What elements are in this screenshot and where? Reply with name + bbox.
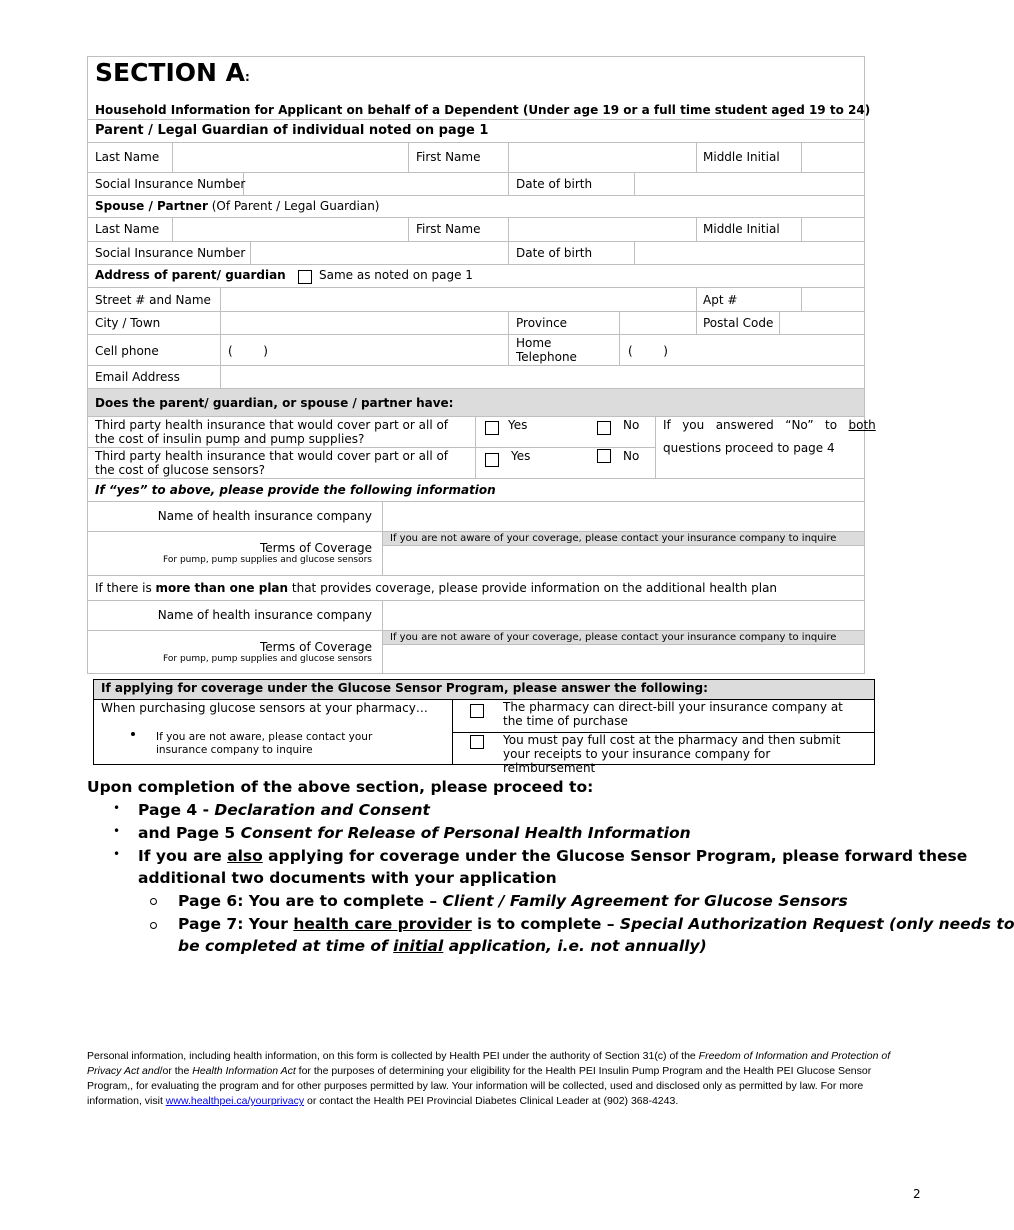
cell-label: Cell phone (95, 344, 159, 358)
section-title-colon: : (245, 70, 250, 84)
insurance-company-label: Name of health insurance company (157, 509, 372, 523)
province-input[interactable] (620, 312, 696, 334)
home-telephone-input[interactable]: ( ) (628, 344, 668, 358)
same-as-page1-label: Same as noted on page 1 (319, 268, 473, 282)
dob-label: Date of birth (516, 177, 593, 191)
last-name-label: Last Name (95, 222, 160, 236)
first-name-label: First Name (416, 150, 481, 164)
completion-s2-l2-a: be completed at time of (178, 937, 394, 955)
if-yes-heading: If “yes” to above, please provide the following information (95, 483, 496, 497)
q2-no-checkbox[interactable] (597, 449, 611, 463)
sub-bullet-ring (150, 922, 157, 929)
middle-initial-label: Middle Initial (703, 150, 780, 164)
completion-b3-also: also (227, 847, 263, 865)
completion-subitem-page6 (178, 890, 848, 913)
q1-no-checkbox[interactable] (597, 421, 611, 435)
section-subtitle: Household Information for Applicant on behalf of a Dependent (Under age 19 or a full time student aged 19 to 24) (95, 103, 871, 117)
privacy-footer (87, 1049, 899, 1109)
privacy-link[interactable]: www.healthpei.ca/yourprivacy (165, 1095, 305, 1107)
insurance-company-label: Name of health insurance company (157, 608, 372, 622)
email-input[interactable] (221, 366, 864, 388)
q1-no-label: No (623, 418, 640, 432)
insurance-company-2-input[interactable] (383, 601, 864, 630)
completion-b2-italic: Consent for Release of Personal Health Information (240, 824, 691, 842)
more-plan-pre: If there is (95, 581, 156, 595)
street-label: Street # and Name (95, 293, 211, 307)
sub-bullet-ring (150, 898, 157, 905)
direct-bill-label: The pharmacy can direct-bill your insurance company at the time of purchase (503, 700, 843, 728)
question-sensors: Third party health insurance that would cover part or all of the cost of glucose sensors? (95, 449, 449, 477)
question-pump: Third party health insurance that would cover part or all of the cost of insulin pump and pump supplies? (95, 418, 449, 446)
divider (88, 119, 864, 120)
spouse-heading-rest: (Of Parent / Legal Guardian) (207, 199, 380, 213)
completion-heading: Upon completion of the above section, please proceed to: (87, 778, 594, 796)
glucose-bullet-text: If you are not aware, please contact your insurance company to inquire (156, 731, 373, 756)
answer-note-both: both (848, 418, 876, 432)
terms-sublabel: For pump, pump supplies and glucose sensors (163, 654, 372, 664)
completion-b3-b: applying for coverage under the Glucose Sensor Program, please forward these (262, 847, 968, 865)
apt-label: Apt # (703, 293, 738, 307)
page-number: 2 (913, 1187, 921, 1201)
sin-label: Social Insurance Number (95, 246, 246, 260)
footer-t1-italic: Freedom of Information and Protection of Privacy Act and (87, 1050, 891, 1077)
coverage-notice: If you are not aware of your coverage, please contact your insurance company to inquire (390, 632, 837, 643)
city-input[interactable] (221, 312, 508, 334)
bullet-dot (131, 732, 135, 736)
spouse-first-name-input[interactable] (509, 218, 696, 241)
middle-initial-label: Middle Initial (703, 222, 780, 236)
sin-label: Social Insurance Number (95, 177, 246, 191)
guardian-first-name-input[interactable] (509, 143, 696, 172)
completion-item-glucose-line2: additional two documents with your application (138, 869, 557, 887)
cell-phone-input[interactable]: ( ) (228, 344, 268, 358)
guardian-last-name-input[interactable] (173, 143, 408, 172)
completion-b3-a: If you are (138, 847, 228, 865)
coverage-notice: If you are not aware of your coverage, please contact your insurance company to inquire (390, 533, 837, 544)
home-telephone-label: Home Telephone (516, 336, 577, 364)
answer-note-rest: questions proceed to page 4 (663, 441, 835, 455)
spouse-sin-input[interactable] (251, 242, 508, 264)
terms-of-coverage-input[interactable] (383, 546, 864, 575)
guardian-dob-input[interactable] (635, 173, 864, 195)
footer-t1: Personal information, including health information, on this form is collected by Health PEI under the authority of Section 31(c) of the (87, 1050, 699, 1062)
terms-label: Terms of Coverage (259, 640, 372, 654)
last-name-label: Last Name (95, 150, 160, 164)
terms-label: Terms of Coverage (259, 541, 372, 555)
q1-yes-checkbox[interactable] (485, 421, 499, 435)
address-heading: Address of parent/ guardian (95, 268, 286, 282)
q1-yes-label: Yes (508, 418, 528, 432)
divider (88, 447, 655, 448)
bullet-dot: • (113, 824, 121, 838)
q2-yes-checkbox[interactable] (485, 453, 499, 467)
guardian-sin-input[interactable] (244, 173, 508, 195)
completion-s1-plain: Page 6: You are to complete – (178, 892, 443, 910)
divider (88, 416, 864, 417)
answer-note (663, 418, 876, 432)
completion-s2-a: Page 7: Your (178, 915, 294, 933)
divider (88, 264, 864, 265)
completion-item-consent (138, 822, 691, 845)
divider (88, 478, 864, 479)
completion-s2-l2-u: initial (393, 937, 444, 955)
terms-of-coverage-2-input[interactable] (383, 645, 864, 673)
divider (88, 334, 864, 335)
footer-t3: for the purposes of determining your eligibility for the Health PEI Insulin Pump Program and the Health PEI Glucose Sensor Program,, for evaluating the program and for other purposes permitted by law. Your information will be collected, used and disclosed only as permitted by law. For more information, visit (87, 1065, 872, 1107)
divider (88, 575, 864, 576)
answer-note-pre: If you answered “No” to (663, 418, 838, 432)
section-title (95, 58, 250, 92)
glucose-heading: If applying for coverage under the Glucose Sensor Program, please answer the following: (101, 681, 708, 695)
completion-b2-plain: and Page 5 (138, 824, 241, 842)
spouse-middle-initial-input[interactable] (802, 218, 864, 241)
glucose-when: When purchasing glucose sensors at your pharmacy… (101, 701, 428, 715)
completion-item-glucose (138, 845, 967, 868)
terms-sublabel: For pump, pump supplies and glucose sensors (163, 555, 372, 565)
footer-t2-italic: Health Information Act (192, 1065, 296, 1077)
guardian-heading: Parent / Legal Guardian of individual noted on page 1 (95, 123, 489, 138)
bullet-dot: • (113, 847, 121, 861)
q2-yes-label: Yes (511, 449, 531, 463)
direct-bill-checkbox[interactable] (470, 704, 484, 718)
spouse-heading (95, 199, 380, 213)
spouse-last-name-input[interactable] (173, 218, 408, 241)
same-as-page1-checkbox[interactable] (298, 270, 312, 284)
city-label: City / Town (95, 316, 161, 330)
first-name-label: First Name (416, 222, 481, 236)
section-title-text: SECTION A (95, 58, 246, 87)
question-heading: Does the parent/ guardian, or spouse / partner have: (95, 396, 454, 410)
completion-subitem-page7-line2 (178, 935, 707, 958)
insurance-company-input[interactable] (383, 502, 864, 531)
pay-full-cost-checkbox[interactable] (470, 735, 484, 749)
completion-s2-italic: Special Authorization Request (only needs to (619, 915, 1014, 933)
completion-s1-italic: Client / Family Agreement for Glucose Sensors (442, 892, 848, 910)
glucose-sensor-table (93, 679, 875, 775)
completion-b1-plain: Page 4 - (138, 801, 215, 819)
completion-item-declaration (138, 799, 430, 822)
completion-subitem-page7 (178, 913, 1014, 936)
postal-label: Postal Code (703, 316, 774, 330)
section-a-form (87, 56, 876, 674)
completion-s2-l2-b: application, i.e. not annually) (443, 937, 707, 955)
completion-s2-underline: health care provider (293, 915, 472, 933)
more-plan-note (95, 581, 777, 595)
postal-input[interactable] (780, 312, 864, 334)
more-plan-bold: more than one plan (155, 581, 289, 595)
apt-input[interactable] (802, 288, 864, 311)
q2-no-label: No (623, 449, 640, 463)
divider (88, 195, 864, 196)
more-plan-post: that provides coverage, please provide information on the additional health plan (288, 581, 778, 595)
footer-t2: /or the (159, 1065, 193, 1077)
completion-b1-italic: Declaration and Consent (214, 801, 430, 819)
province-label: Province (516, 316, 568, 330)
spouse-dob-input[interactable] (635, 242, 864, 264)
completion-s2-b: is to complete – (471, 915, 620, 933)
pay-full-cost-label: You must pay full cost at the pharmacy and then submit your receipts to your insurance company for reimbursement (503, 733, 841, 775)
dob-label: Date of birth (516, 246, 593, 260)
email-label: Email Address (95, 370, 180, 384)
guardian-middle-initial-input[interactable] (802, 143, 864, 172)
footer-t4: or contact the Health PEI Provincial Diabetes Clinical Leader at (902) 368-4243. (304, 1095, 679, 1107)
bullet-dot: • (113, 801, 121, 815)
street-input[interactable] (221, 288, 696, 311)
spouse-heading-bold: Spouse / Partner (95, 199, 208, 213)
